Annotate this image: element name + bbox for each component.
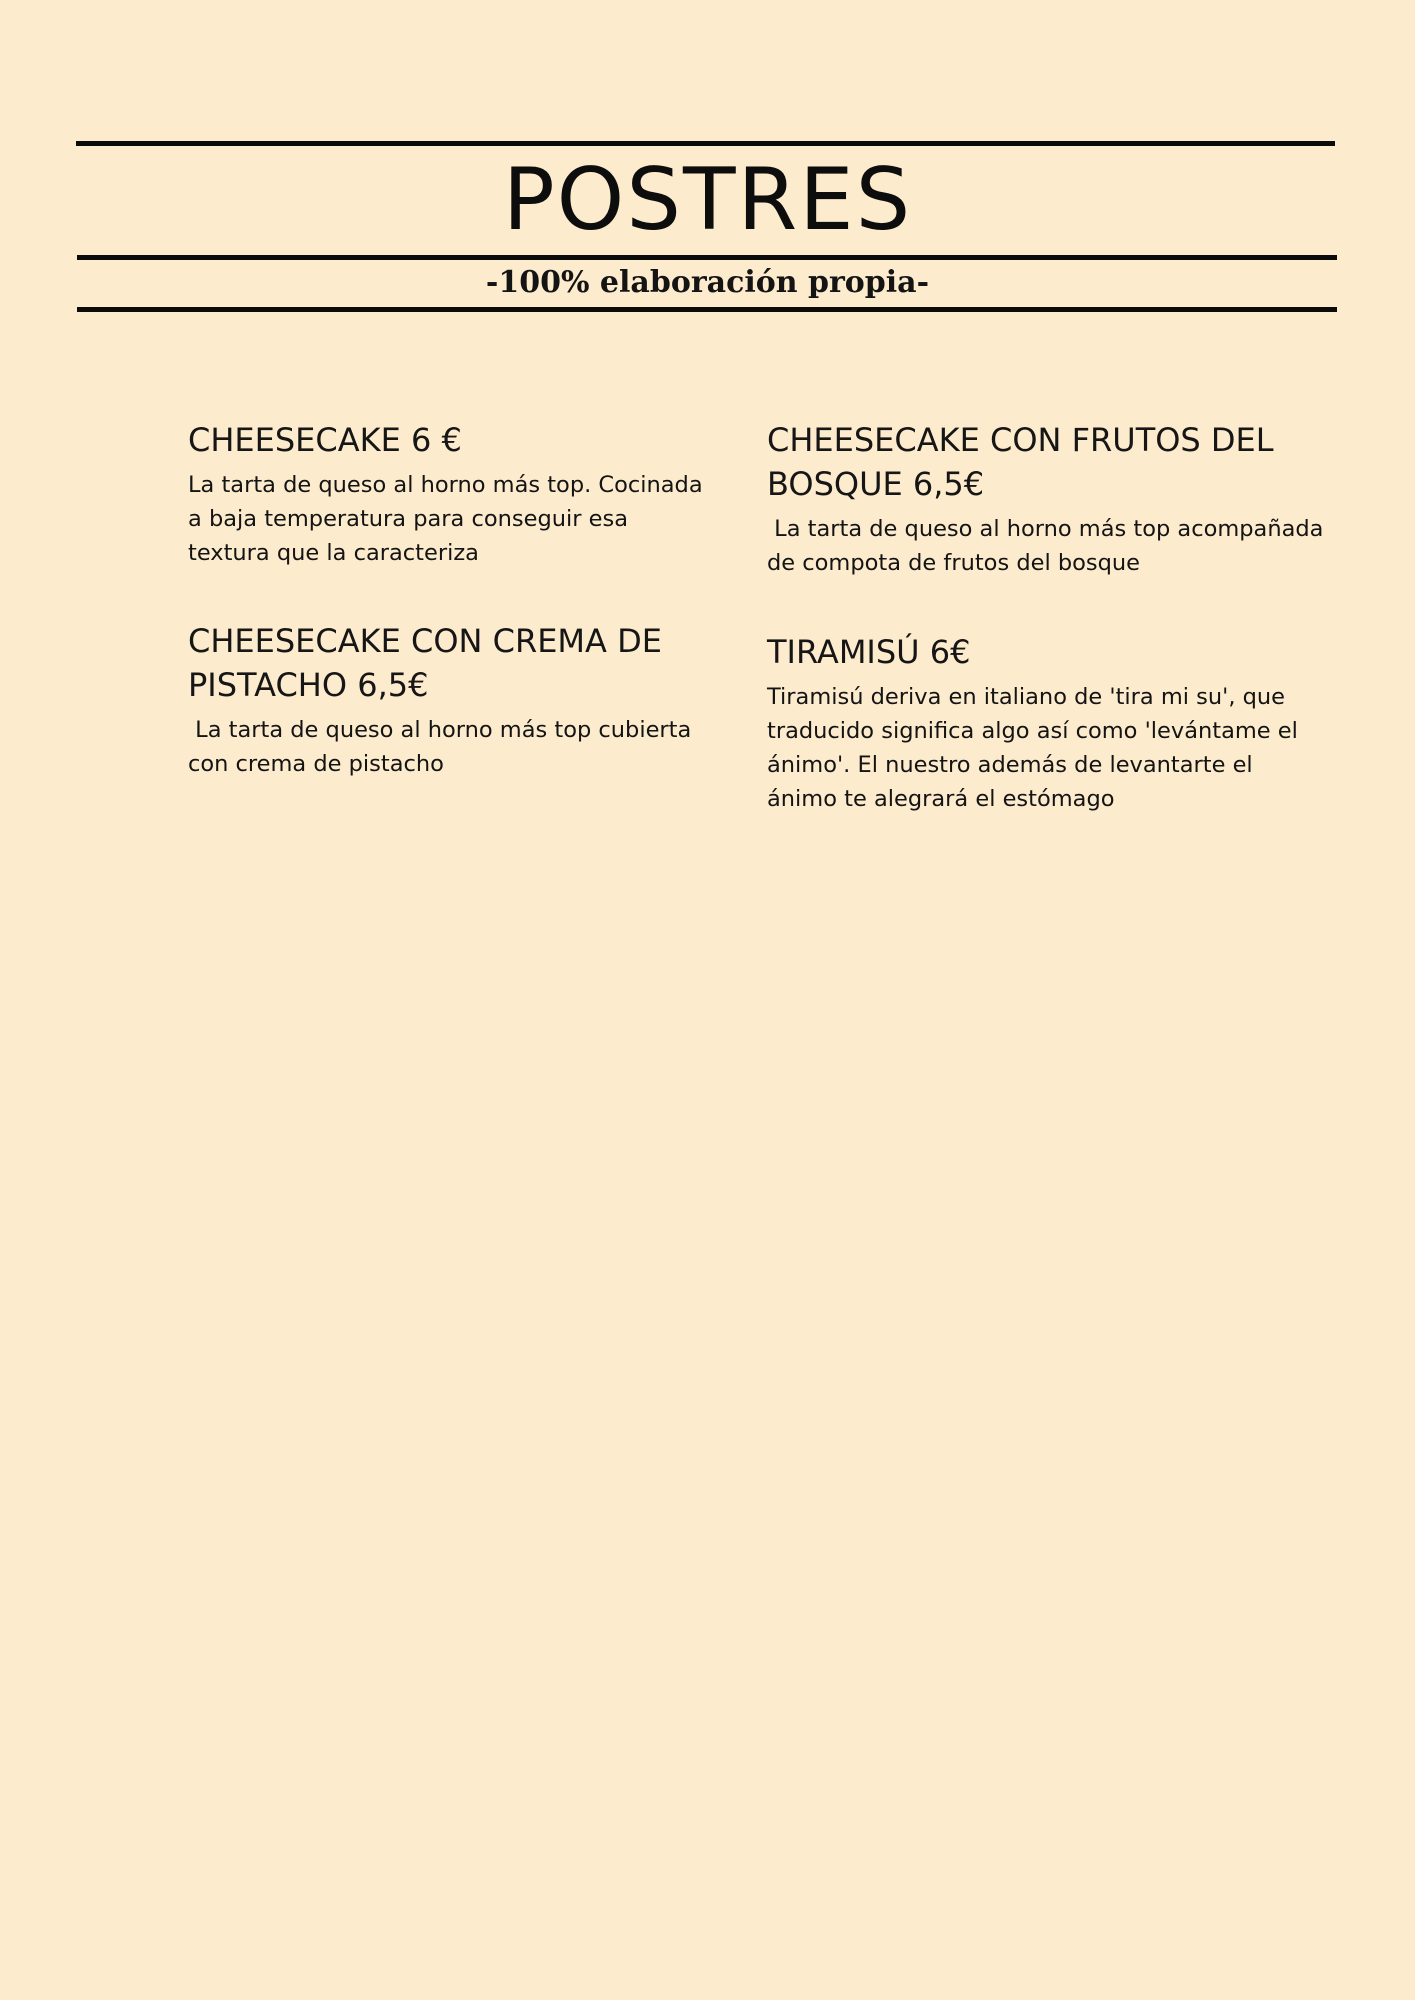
menu-item-cheesecake [188,418,710,570]
menu-item-tiramisu [767,630,1327,816]
menu-item-description: Tiramisú deriva en italiano de 'tira mi su', que traducido significa algo así como 'levántame el ánimo'. El nuestro además de levantarte el ánimo te alegrará el estómago [767,684,1306,812]
menu-item-description: La tarta de queso al horno más top acompañada de compota de frutos del bosque [767,516,1331,576]
menu-item-description: La tarta de queso al horno más top cubierta con crema de pistacho [188,717,699,777]
menu-item-cheesecake-pistacho [188,619,703,781]
menu-item-name: CHEESECAKE CON FRUTOS DEL BOSQUE 6,5€ [767,421,1284,503]
menu-item-description: La tarta de queso al horno más top. Cocinada a baja temperatura para conseguir esa textura que la caracteriza [188,472,710,566]
menu-item-name: TIRAMISÚ 6€ [767,633,971,671]
menu-item-name: CHEESECAKE 6 € [188,421,462,459]
page-subtitle: -100% elaboración propia- [485,265,930,300]
menu-item-name: CHEESECAKE CON CREMA DE PISTACHO 6,5€ [188,622,673,704]
header-middle-rule [77,255,1337,260]
header-top-rule [76,141,1335,146]
menu-item-cheesecake-frutos-del-bosque [767,418,1331,580]
header-bottom-rule [77,307,1337,312]
page-title: POSTRES [502,150,913,250]
